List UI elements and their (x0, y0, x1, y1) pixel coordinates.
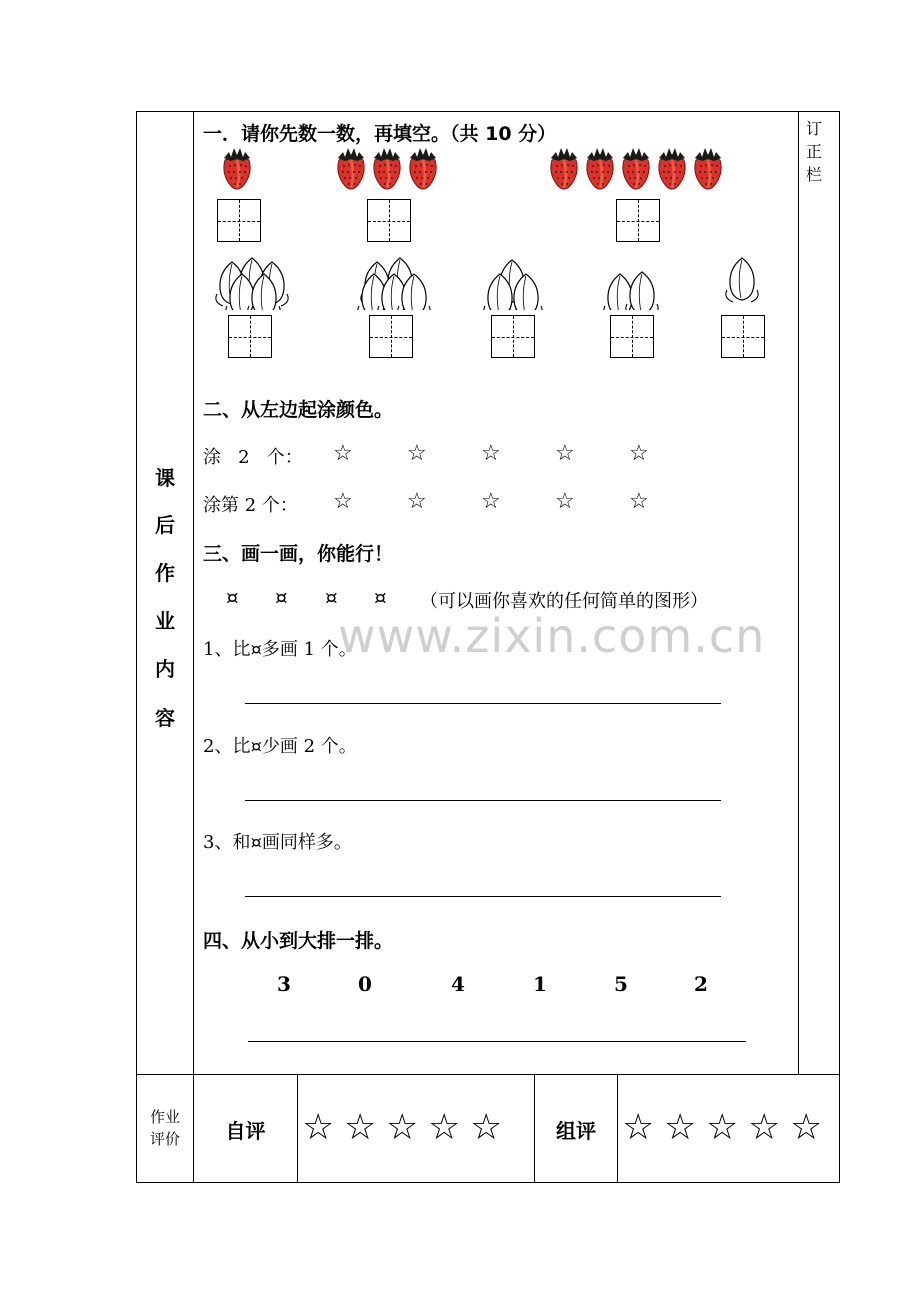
star-icon[interactable]: ☆ (481, 441, 501, 466)
strawberry (659, 148, 685, 189)
number-item: 0 (358, 972, 372, 996)
number-item: 3 (277, 972, 291, 996)
star-icon[interactable]: ☆ (302, 1107, 335, 1148)
star-icon[interactable]: ☆ (748, 1107, 781, 1148)
answer-box[interactable] (217, 199, 261, 242)
table-top-border (136, 111, 840, 112)
strawberry (587, 148, 613, 189)
left-label-char: 作 (155, 561, 175, 585)
currency-sign-icon: ¤ (374, 585, 387, 609)
eval-divider-3 (617, 1074, 618, 1182)
right-label-char: 订 (806, 119, 823, 138)
star-icon[interactable]: ☆ (333, 489, 353, 514)
evaluation-label-line: 评价 (149, 1130, 180, 1148)
self-eval-label: 自评 (225, 1119, 266, 1143)
question-2-prefix: 2、比 (203, 736, 251, 757)
star-icon[interactable]: ☆ (555, 441, 575, 466)
table-right-divider (798, 111, 799, 1075)
watermark: www.zixin.com.cn (338, 609, 766, 663)
answer-box[interactable] (610, 315, 654, 358)
peach-group (484, 260, 542, 310)
drawing-hint: （可以画你喜欢的任何简单的图形） (420, 591, 708, 612)
star-icon[interactable]: ☆ (407, 441, 427, 466)
number-item: 1 (533, 972, 547, 996)
table-right-border (839, 111, 840, 1183)
answer-line[interactable] (248, 1041, 746, 1042)
question-3-prefix: 3、和 (203, 832, 251, 853)
strawberry (410, 148, 436, 189)
section-3-title: 三、画一画，你能行！ (203, 543, 394, 565)
evaluation-label (137, 1106, 193, 1150)
strawberry (695, 148, 721, 189)
left-label-char: 容 (155, 706, 175, 730)
question-3 (203, 828, 352, 854)
answer-line[interactable] (245, 896, 721, 897)
color-row-1-label: 涂 2 个： (203, 447, 303, 468)
peach-row (205, 250, 785, 310)
answer-box[interactable] (721, 315, 765, 358)
star-icon[interactable]: ☆ (706, 1107, 739, 1148)
strawberry (374, 148, 400, 189)
star-icon[interactable]: ☆ (629, 489, 649, 514)
eval-divider-1 (297, 1074, 298, 1182)
star-icon[interactable]: ☆ (555, 489, 575, 514)
strawberry (551, 148, 577, 189)
answer-line[interactable] (245, 800, 721, 801)
answer-box[interactable] (228, 315, 272, 358)
star-icon[interactable]: ☆ (428, 1107, 461, 1148)
answer-box[interactable] (491, 315, 535, 358)
strawberry-row (215, 146, 775, 196)
question-2 (203, 732, 357, 758)
star-icon[interactable]: ☆ (386, 1107, 419, 1148)
color-row-2-label: 涂第 2 个： (203, 495, 298, 516)
currency-sign-icon: ¤ (226, 585, 239, 609)
peach-group (726, 258, 758, 302)
currency-sign-icon: ¤ (250, 736, 262, 757)
left-label-char: 内 (155, 657, 175, 681)
number-item: 5 (614, 972, 628, 996)
strawberry (338, 148, 364, 189)
left-label-char: 后 (155, 513, 175, 537)
answer-box[interactable] (367, 199, 411, 242)
star-icon[interactable]: ☆ (622, 1107, 655, 1148)
star-icon[interactable]: ☆ (664, 1107, 697, 1148)
question-1 (203, 635, 357, 661)
right-label-char: 正 (806, 142, 823, 161)
question-1-suffix: 多画 1 个。 (261, 639, 357, 660)
star-icon[interactable]: ☆ (407, 489, 427, 514)
star-icon[interactable]: ☆ (333, 441, 353, 466)
star-icon[interactable]: ☆ (790, 1107, 823, 1148)
group-eval-label: 组评 (556, 1119, 596, 1143)
table-left-border (136, 111, 137, 1183)
evaluation-label-line: 作业 (149, 1108, 180, 1126)
table-col-divider (193, 111, 194, 1183)
table-middle-border (136, 1074, 840, 1075)
number-item: 2 (694, 972, 708, 996)
currency-sign-icon: ¤ (250, 832, 262, 853)
peach-group (358, 258, 430, 310)
left-label-char: 业 (155, 609, 175, 633)
question-1-prefix: 1、比 (203, 639, 251, 660)
question-2-suffix: 少画 2 个。 (261, 736, 357, 757)
section-2-title: 二、从左边起涂颜色。 (203, 399, 394, 421)
star-icon[interactable]: ☆ (344, 1107, 377, 1148)
section-1-title: 一．请你先数一数，再填空。（共 10 分） (203, 123, 557, 145)
currency-sign-icon: ¤ (325, 585, 338, 609)
currency-sign-icon: ¤ (275, 585, 288, 609)
answer-box[interactable] (616, 199, 660, 242)
question-3-suffix: 画同样多。 (261, 832, 352, 853)
section-4-title: 四、从小到大排一排。 (203, 930, 394, 952)
currency-sign-icon: ¤ (250, 639, 262, 660)
number-item: 4 (451, 972, 465, 996)
table-bottom-border (136, 1182, 840, 1183)
peach-group (216, 258, 288, 310)
star-icon[interactable]: ☆ (470, 1107, 503, 1148)
strawberry (224, 148, 250, 189)
strawberry (623, 148, 649, 189)
peach-group (604, 272, 658, 310)
star-icon[interactable]: ☆ (629, 441, 649, 466)
answer-box[interactable] (369, 315, 413, 358)
right-label-char: 栏 (806, 165, 823, 184)
left-label-char: 课 (155, 466, 175, 490)
answer-line[interactable] (245, 703, 721, 704)
star-icon[interactable]: ☆ (481, 489, 501, 514)
